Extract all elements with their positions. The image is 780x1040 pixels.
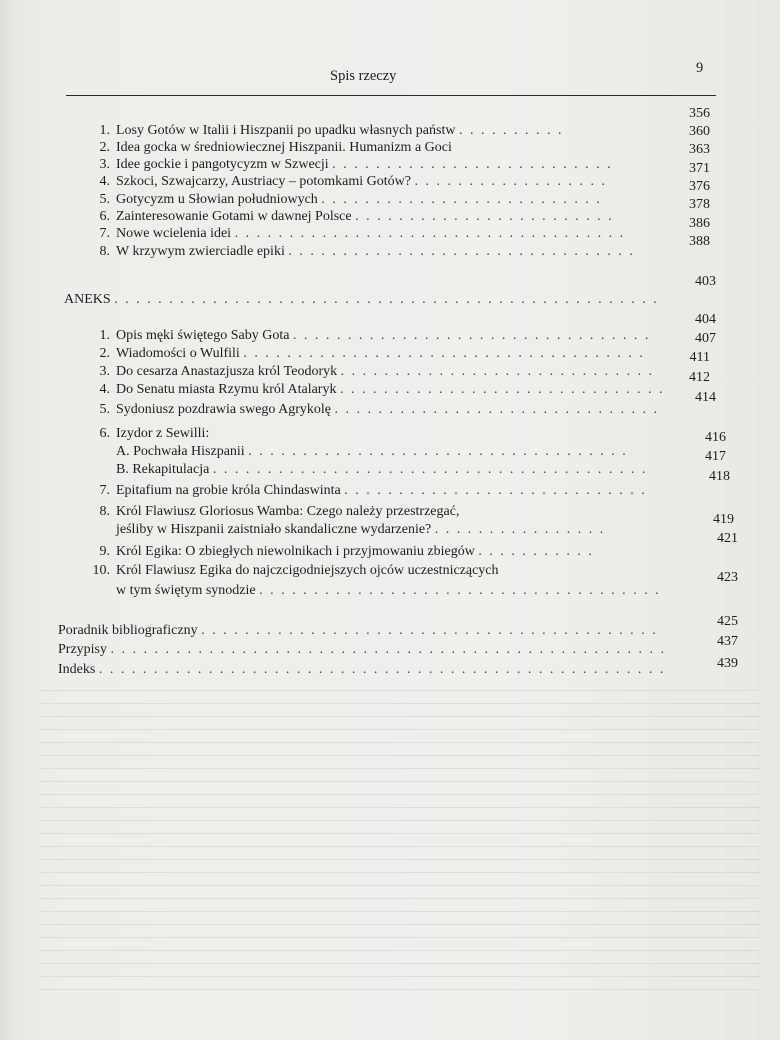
- entry-title: Król Egika: O zbiegłych niewolnikach i przyjmowaniu zbiegów: [116, 544, 475, 559]
- entry-number: 7.: [99, 483, 110, 498]
- dot-leader: . . . . . . . . . . . . . . . . . . . . . . . . . . . .: [344, 483, 647, 498]
- dot-leader: . . . . . . . . . . . . . . . . . . . . . . . . . .: [332, 157, 613, 172]
- toc-subentry: [116, 462, 647, 478]
- toc-entry: [88, 174, 607, 190]
- toc-entry: [88, 226, 625, 242]
- entry-title: Król Flawiusz Egika do najczcigodniejszych ojców uczestniczących: [116, 563, 499, 578]
- entry-title: Zainteresowanie Gotami w dawnej Polsce: [116, 209, 352, 224]
- toc-section-aneks: [64, 292, 659, 308]
- entry-title: Do Senatu miasta Rzymu król Atalaryk: [116, 382, 337, 397]
- entry-page: 411: [689, 350, 710, 365]
- entry-page: 378: [689, 197, 710, 212]
- entry-page: 425: [717, 614, 738, 629]
- entry-page: 414: [695, 390, 716, 405]
- dot-leader: . . . . . . . . . . .: [478, 544, 594, 559]
- dot-leader: . . . . . . . . . . . . . . . . . . . . . . . . . . . . . . . . .: [292, 328, 651, 343]
- dot-leader: . . . . . . . . . . . . . . . .: [434, 522, 606, 537]
- entry-title: Do cesarza Anastazjusza król Teodoryk: [116, 364, 338, 379]
- entry-number: 2.: [99, 346, 110, 361]
- entry-number: 3.: [99, 157, 110, 172]
- entry-page: 418: [709, 469, 730, 484]
- toc-entry-continuation: [116, 522, 605, 538]
- entry-title: ANEKS: [64, 292, 111, 307]
- dot-leader: . . . . . . . . . . . . . . . . . . . . . . . . . . . . .: [340, 364, 655, 379]
- entry-number: 1.: [99, 328, 110, 343]
- entry-title: Szkoci, Szwajcarzy, Austriacy – potomkami Gotów?: [116, 174, 411, 189]
- entry-title: Losy Gotów w Italii i Hiszpanii po upadku własnych państw: [116, 123, 456, 138]
- entry-page: 356: [689, 106, 710, 121]
- entry-title: Wiadomości o Wulfili: [116, 346, 240, 361]
- toc-entry: [88, 402, 659, 418]
- entry-number: 10.: [92, 563, 110, 578]
- entry-title: Nowe wcielenia idei: [116, 226, 232, 241]
- entry-number: 4.: [99, 174, 110, 189]
- entry-title: Epitafium na grobie króla Chindaswinta: [116, 483, 341, 498]
- toc-entry: [88, 192, 602, 208]
- entry-page: 423: [717, 570, 738, 585]
- toc-entry: [88, 426, 209, 442]
- toc-backmatter: [58, 662, 665, 678]
- toc-entry-continuation: [116, 583, 661, 599]
- entry-page: 403: [695, 274, 716, 289]
- entry-title: Idea gocka w średniowiecznej Hiszpanii. Humanizm a Goci: [116, 140, 452, 155]
- entry-title: Gotycyzm u Słowian południowych: [116, 192, 318, 207]
- entry-number: 4.: [99, 382, 110, 397]
- toc-backmatter: [58, 642, 666, 658]
- entry-page: 419: [713, 512, 734, 527]
- toc-entry: [88, 140, 452, 156]
- entry-page: 437: [717, 634, 738, 649]
- entry-title: Idee gockie i pangotycyzm w Szwecji: [116, 157, 329, 172]
- entry-page: 388: [689, 234, 710, 249]
- entry-page: 417: [705, 449, 726, 464]
- dot-leader: . . . . . . . . . . . . . . . . . . . . . . . . . . . . . . . .: [288, 244, 635, 259]
- entry-page: 412: [689, 370, 710, 385]
- dot-leader: . . . . . . . . . . . . . . . . . . . . . . . . . . . . . . . . . . .: [248, 444, 628, 459]
- entry-number: 3.: [99, 364, 110, 379]
- dot-leader: . . . . . . . . . . . . . . . . . . . . . . . . . . . . . . . . . . . . . . . .: [212, 462, 648, 477]
- dot-leader: . . . . . . . . . . . . . . . . . . . . . . . .: [355, 209, 614, 224]
- entry-page: 416: [705, 430, 726, 445]
- entry-title: Sydoniusz pozdrawia swego Agrykolę: [116, 402, 332, 417]
- toc-entry: [88, 483, 647, 499]
- toc-entry: [88, 328, 650, 344]
- dot-leader: . . . . . . . . . . . . . . . . . .: [414, 174, 607, 189]
- entry-title: jeśliby w Hiszpanii zaistniało skandaliczne wydarzenie?: [116, 522, 432, 537]
- toc-entry: [88, 364, 654, 380]
- entry-title: Indeks: [58, 662, 96, 677]
- dot-leader: . . . . . . . . . . . . . . . . . . . . . . . . . . . . . .: [334, 402, 660, 417]
- toc-entry: [88, 346, 645, 362]
- entry-title: w tym świętym synodzie: [116, 583, 256, 598]
- entry-page: 376: [689, 179, 710, 194]
- entry-number: 5.: [99, 402, 110, 417]
- entry-page: 407: [695, 331, 716, 346]
- entry-page: 421: [717, 531, 738, 546]
- dot-leader: . . . . . . . . . .: [458, 123, 564, 138]
- page-number: 9: [696, 60, 704, 76]
- entry-number: 8.: [99, 504, 110, 519]
- entry-page: 360: [689, 124, 710, 139]
- dot-leader: . . . . . . . . . . . . . . . . . . . . . . . . . . . . . . . . . . . .: [234, 226, 626, 241]
- entry-number: 5.: [99, 192, 110, 207]
- toc-subentry: [116, 444, 628, 460]
- toc-entry: [88, 563, 499, 579]
- dot-leader: . . . . . . . . . . . . . . . . . . . . . . . . . . . . . . . . . . . . . . . . . . . . . . . . . . . .: [98, 662, 666, 677]
- dot-leader: . . . . . . . . . . . . . . . . . . . . . . . . . . . . . . . . . . . . .: [259, 583, 661, 598]
- entry-page: 439: [717, 656, 738, 671]
- toc-entry: [88, 504, 459, 520]
- running-header-title: Spis rzeczy: [330, 68, 397, 84]
- entry-number: 7.: [99, 226, 110, 241]
- entry-title: Poradnik bibliograficzny: [58, 623, 198, 638]
- entry-title: Opis męki świętego Saby Gota: [116, 328, 290, 343]
- entry-page: 386: [689, 216, 710, 231]
- toc-entry: [88, 123, 563, 139]
- entry-title: Izydor z Sewilli:: [116, 426, 210, 441]
- entry-number: 1.: [99, 123, 110, 138]
- dot-leader: . . . . . . . . . . . . . . . . . . . . . . . . . .: [321, 192, 602, 207]
- toc-entry: [88, 157, 613, 173]
- entry-page: 404: [695, 312, 716, 327]
- entry-title: B. Rekapitulacja: [116, 462, 210, 477]
- dot-leader: . . . . . . . . . . . . . . . . . . . . . . . . . . . . . .: [339, 382, 665, 397]
- entry-number: 2.: [99, 140, 110, 155]
- toc-entry: [88, 209, 614, 225]
- toc-entry: [88, 382, 664, 398]
- entry-number: 6.: [99, 209, 110, 224]
- entry-title: A. Pochwała Hiszpanii: [116, 444, 245, 459]
- entry-page: 363: [689, 142, 710, 157]
- entry-page: 371: [689, 161, 710, 176]
- entry-title: Przypisy: [58, 642, 107, 657]
- dot-leader: . . . . . . . . . . . . . . . . . . . . . . . . . . . . . . . . . . . . . . . . . . . . . . . . . .: [114, 292, 659, 307]
- dot-leader: . . . . . . . . . . . . . . . . . . . . . . . . . . . . . . . . . . . . . . . . . . . . . . . . . . .: [110, 642, 666, 657]
- dot-leader: . . . . . . . . . . . . . . . . . . . . . . . . . . . . . . . . . . . . . . . . . .: [201, 623, 658, 638]
- dot-leader: . . . . . . . . . . . . . . . . . . . . . . . . . . . . . . . . . . . . .: [243, 346, 645, 361]
- toc-entry: [88, 544, 594, 560]
- entry-number: 9.: [99, 544, 110, 559]
- entry-title: Król Flawiusz Gloriosus Wamba: Czego należy przestrzegać,: [116, 504, 460, 519]
- toc-entry: [88, 244, 635, 260]
- toc-backmatter: [58, 623, 658, 639]
- entry-number: 8.: [99, 244, 110, 259]
- entry-number: 6.: [99, 426, 110, 441]
- entry-title: W krzywym zwierciadle epiki: [116, 244, 285, 259]
